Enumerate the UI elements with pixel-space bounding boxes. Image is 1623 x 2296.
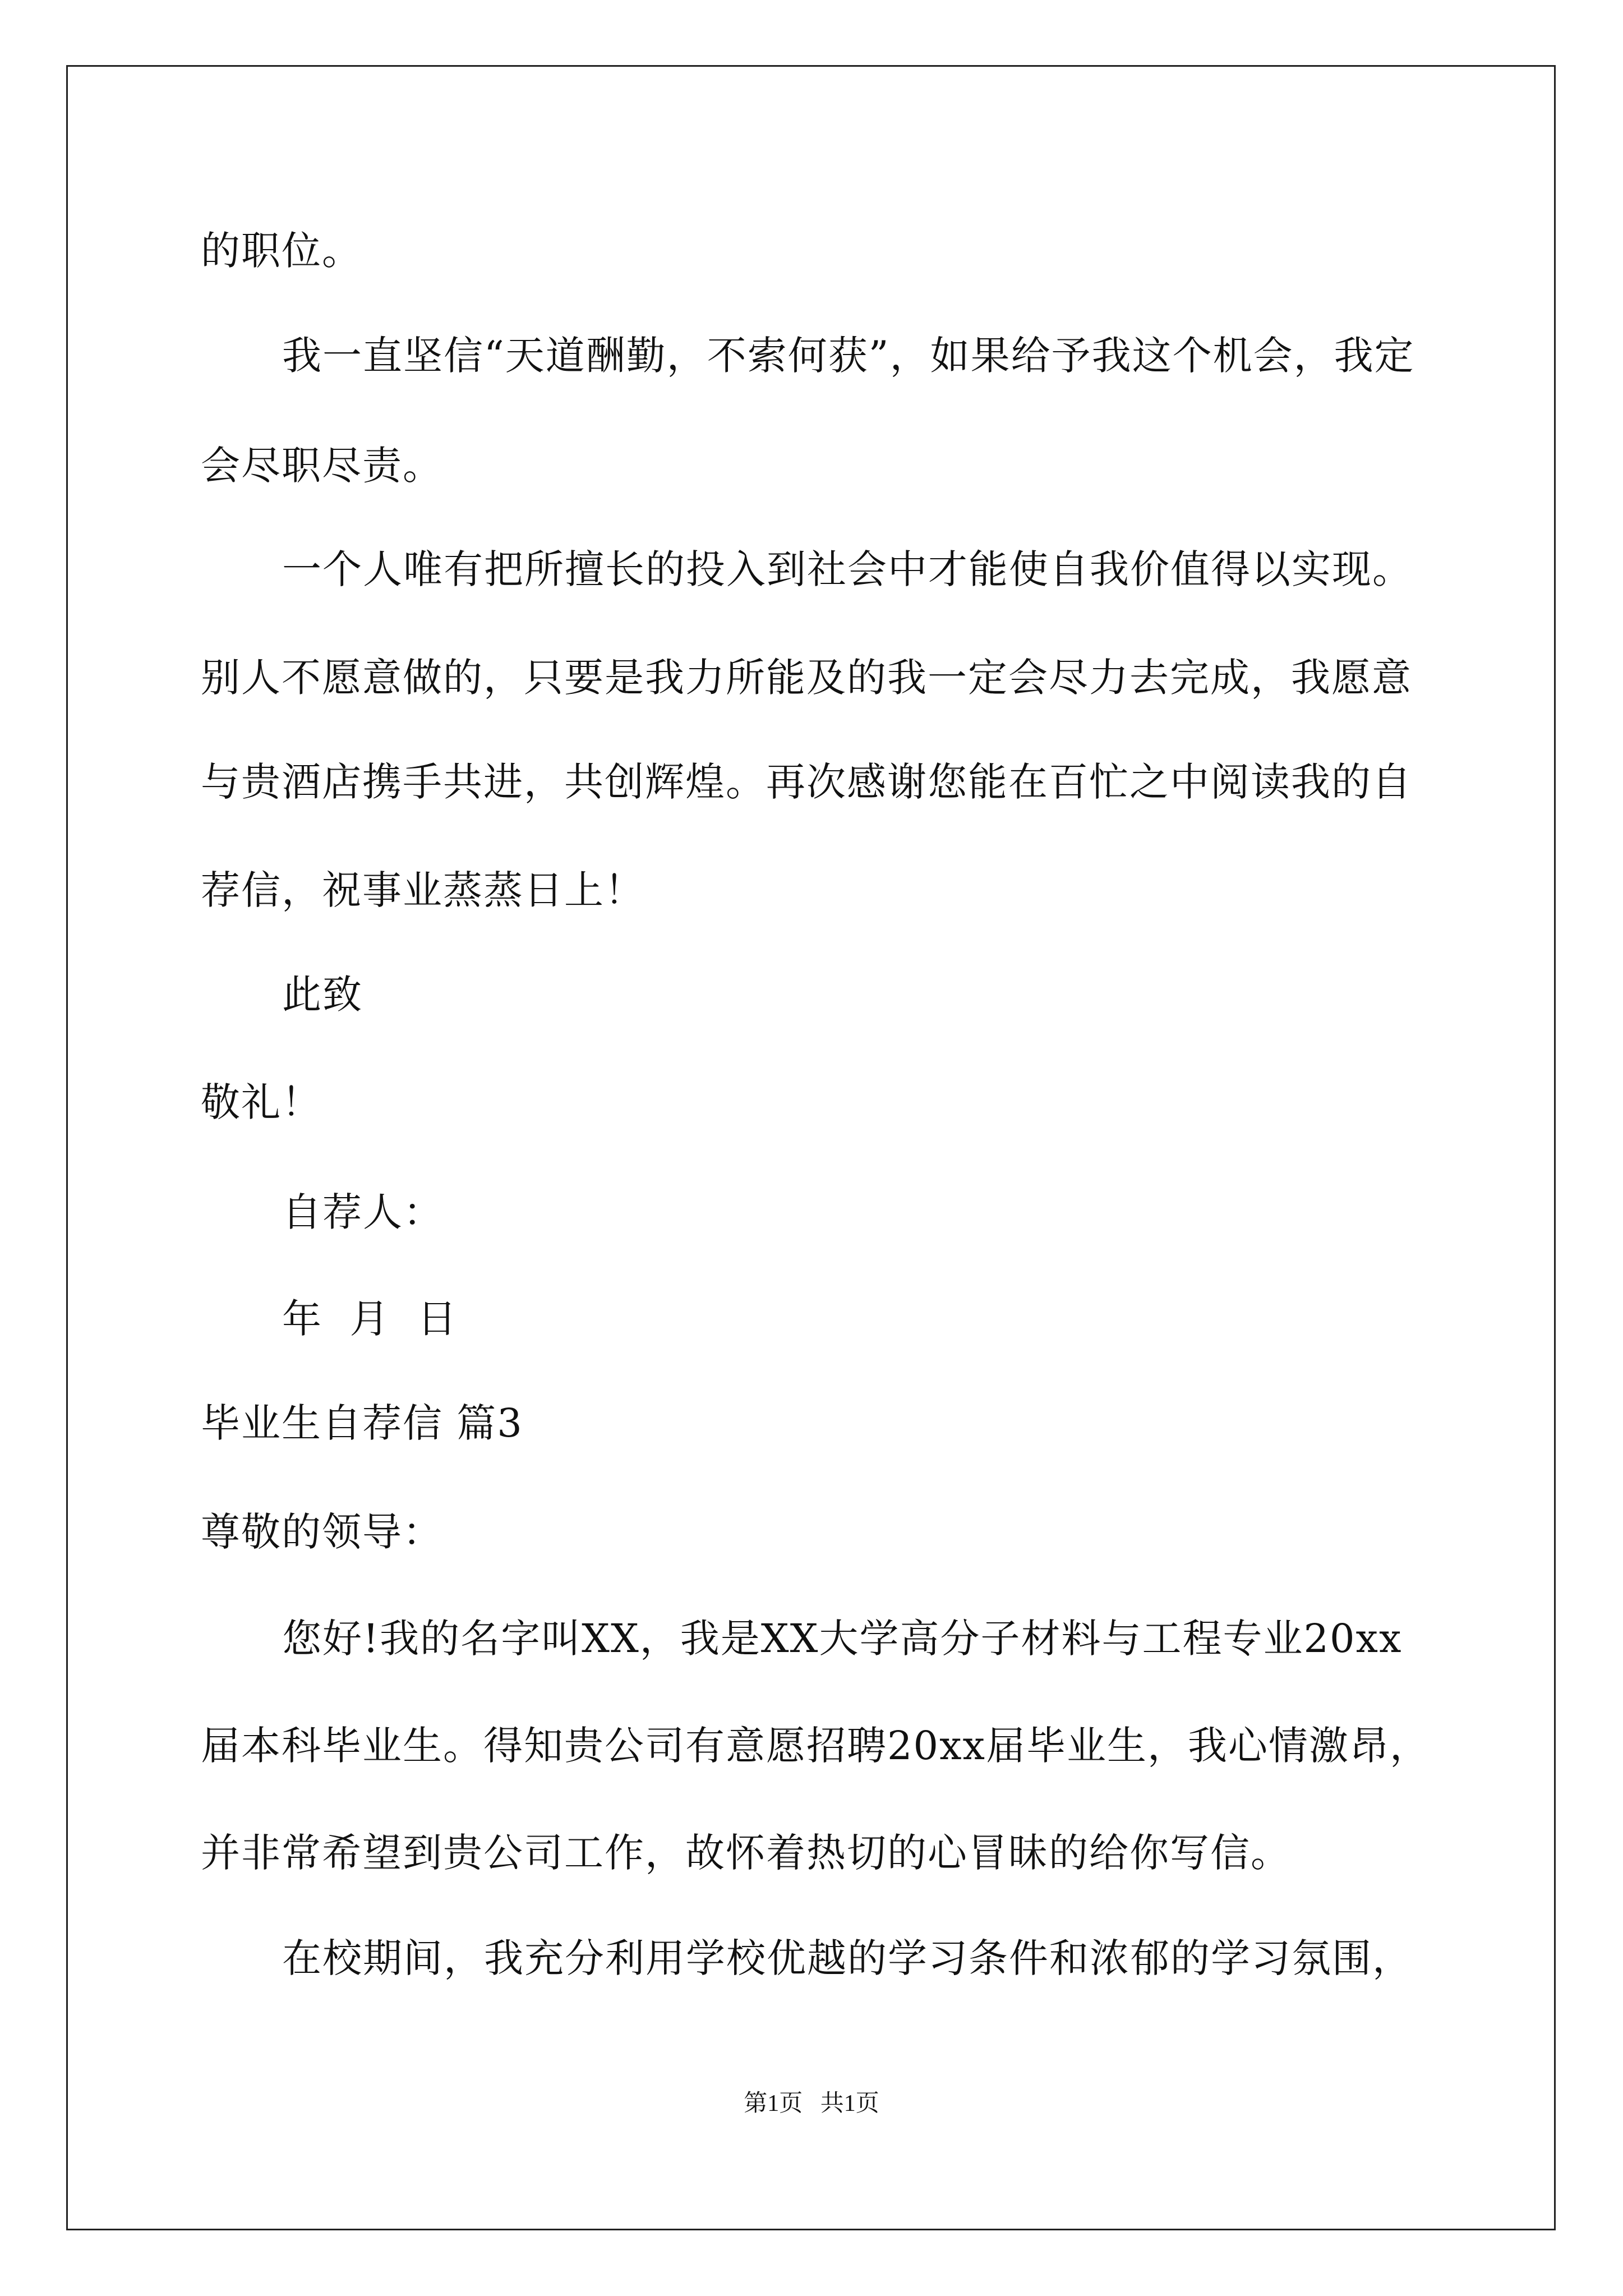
text-line: 您好!我的名字叫XX，我是XX大学高分子材料与工程专业20xx <box>282 1616 1403 1662</box>
page-border <box>66 65 1556 2230</box>
text-line: 荐信，祝事业蒸蒸日上！ <box>201 867 645 913</box>
text-line: 届本科毕业生。得知贵公司有意愿招聘20xx届毕业生，我心情激昂， <box>201 1723 1431 1769</box>
text-line: 会尽职尽责。 <box>201 443 443 489</box>
salutation: 尊敬的领导： <box>201 1509 443 1555</box>
text-line: 自荐人： <box>282 1189 444 1235</box>
text-line: 年 月 日 <box>282 1296 458 1342</box>
page-footer: 第1页 共1页 <box>744 2091 879 2116</box>
text-line: 我一直坚信“天道酬勤，不索何获”，如果给予我这个机会，我定 <box>282 333 1415 379</box>
text-line: 敬礼！ <box>201 1079 322 1125</box>
text-line: 此致 <box>282 972 363 1018</box>
text-line: 并非常希望到贵公司工作，故怀着热切的心冒昧的给你写信。 <box>201 1830 1291 1876</box>
text-line: 别人不愿意做的，只要是我力所能及的我一定会尽力去完成，我愿意 <box>201 655 1412 701</box>
text-line: 的职位。 <box>201 228 362 274</box>
text-line: 一个人唯有把所擅长的投入到社会中才能使自我价值得以实现。 <box>282 546 1413 592</box>
text-line: 在校期间，我充分利用学校优越的学习条件和浓郁的学习氛围， <box>282 1935 1413 1981</box>
section-heading: 毕业生自荐信 篇3 <box>201 1400 523 1446</box>
text-line: 与贵酒店携手共进，共创辉煌。再次感谢您能在百忙之中阅读我的自 <box>201 759 1412 805</box>
